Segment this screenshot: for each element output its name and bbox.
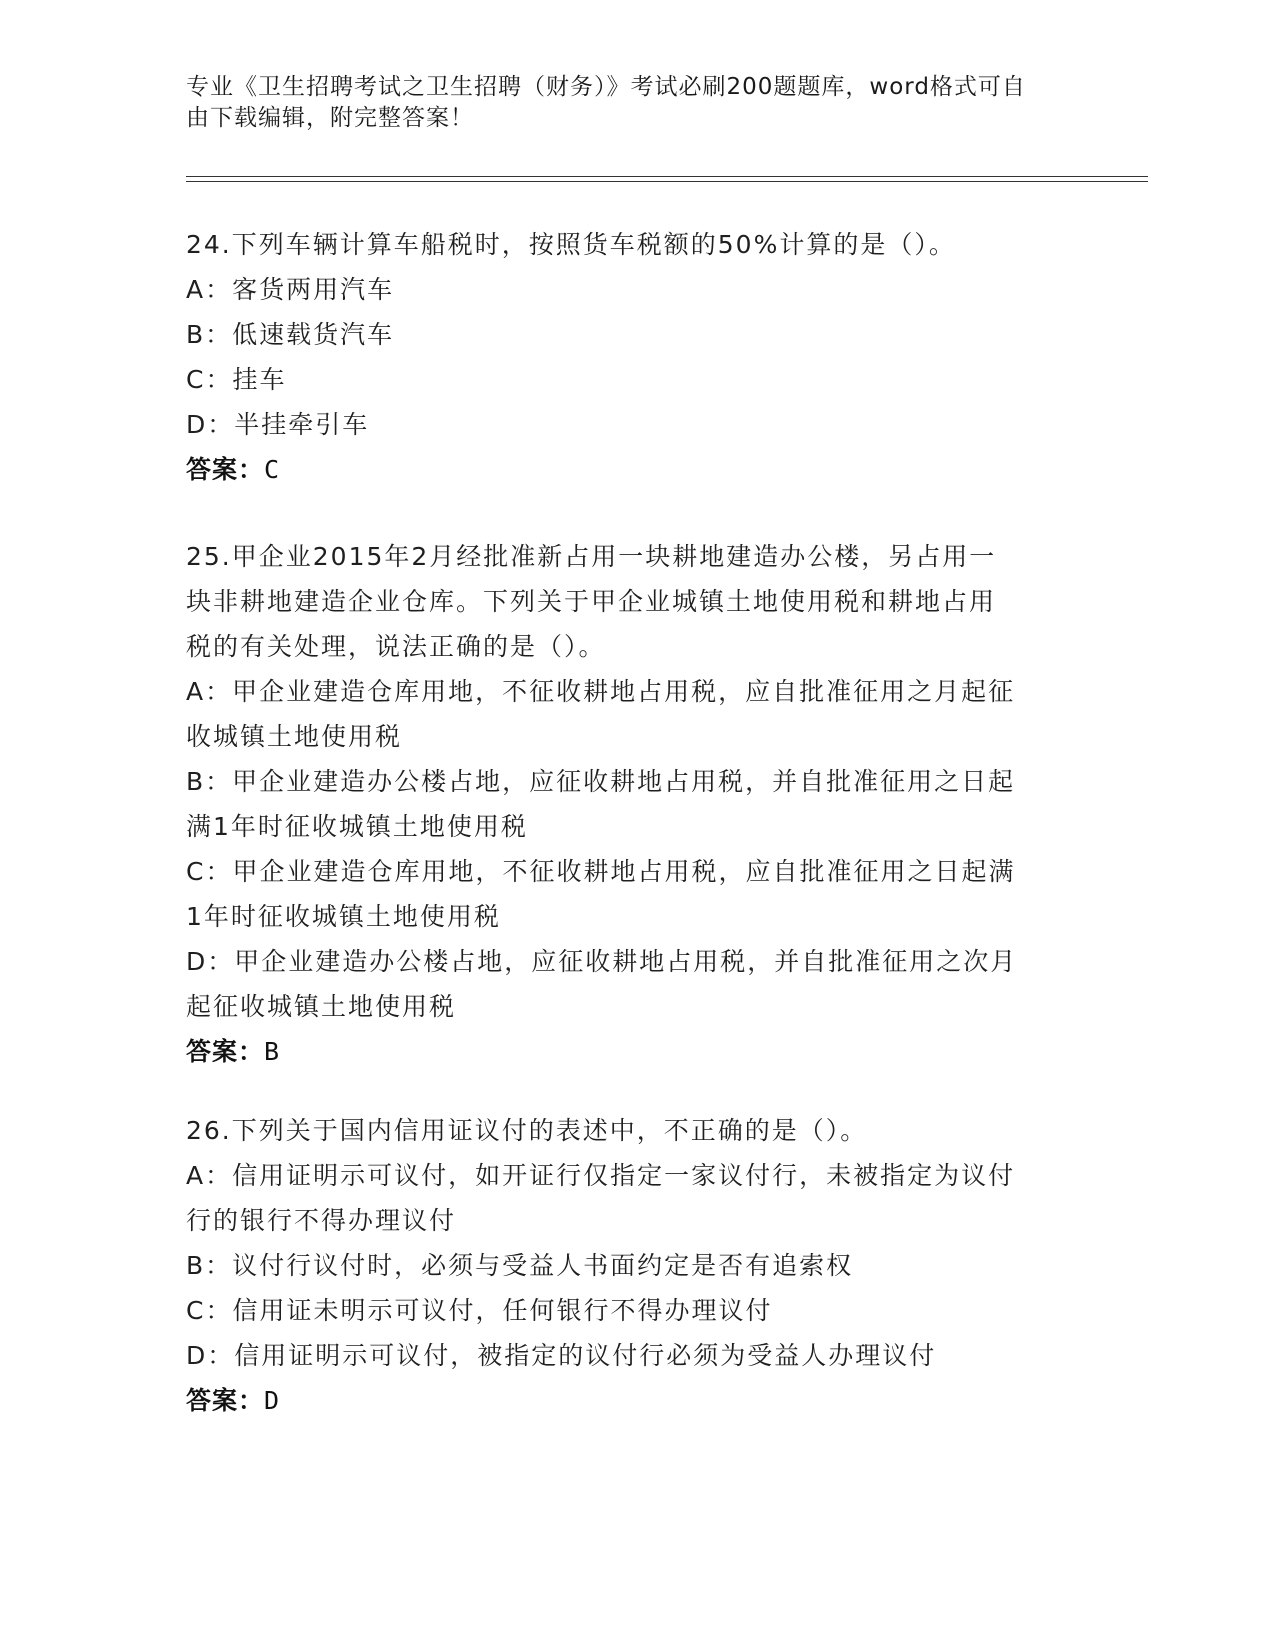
option-d: D：甲企业建造办公楼占地，应征收耕地占用税，并自批准征用之次月 [186, 947, 1018, 976]
question-26 [186, 1108, 1066, 1423]
option-a: A：甲企业建造仓库用地，不征收耕地占用税，应自批准征用之月起征 [186, 677, 1016, 706]
answer-label: 答案： [186, 1386, 265, 1415]
option-c: C：甲企业建造仓库用地，不征收耕地占用税，应自批准征用之日起满 [186, 857, 1016, 886]
answer-label: 答案： [186, 455, 265, 484]
question-stem: 块非耕地建造企业仓库。下列关于甲企业城镇土地使用税和耕地占用 [186, 587, 997, 616]
option-c-cont: 1年时征收城镇土地使用税 [186, 902, 501, 931]
header-divider [186, 181, 1148, 182]
answer-label: 答案： [186, 1037, 265, 1066]
option-b: B：议付行议付时，必须与受益人书面约定是否有追索权 [186, 1251, 854, 1280]
option-b: B：甲企业建造办公楼占地，应征收耕地占用税，并自批准征用之日起 [186, 767, 1016, 796]
option-a-cont: 行的银行不得办理议付 [186, 1206, 457, 1235]
option-d: D：半挂牵引车 [186, 410, 370, 439]
option-c: C：挂车 [186, 365, 287, 394]
option-b-cont: 满1年时征收城镇土地使用税 [186, 812, 528, 841]
option-d: D：信用证明示可议付，被指定的议付行必须为受益人办理议付 [186, 1341, 937, 1370]
answer-value: B [264, 1037, 281, 1066]
answer-value: C [264, 455, 281, 484]
answer-value: D [264, 1386, 281, 1415]
answer [186, 447, 1066, 492]
question-24 [186, 222, 1066, 492]
option-a: A：信用证明示可议付，如开证行仅指定一家议付行，未被指定为议付 [186, 1161, 1016, 1190]
option-c: C：信用证未明示可议付，任何银行不得办理议付 [186, 1296, 773, 1325]
answer [186, 1378, 1066, 1423]
question-stem: 26.下列关于国内信用证议付的表述中，不正确的是（）。 [186, 1116, 868, 1145]
intro-line: 由下载编辑，附完整答案！ [186, 105, 474, 131]
document-intro [186, 72, 1066, 134]
option-d-cont: 起征收城镇土地使用税 [186, 992, 457, 1021]
header-divider [186, 176, 1148, 177]
option-a: A：客货两用汽车 [186, 275, 395, 304]
option-b: B：低速载货汽车 [186, 320, 395, 349]
answer [186, 1029, 1066, 1074]
option-a-cont: 收城镇土地使用税 [186, 722, 403, 751]
question-stem: 税的有关处理，说法正确的是（）。 [186, 632, 606, 661]
question-25 [186, 534, 1066, 1074]
question-stem: 24.下列车辆计算车船税时，按照货车税额的50%计算的是（）。 [186, 230, 956, 259]
intro-line: 专业《卫生招聘考试之卫生招聘（财务）》考试必刷200题题库，word格式可自 [186, 74, 1026, 100]
question-stem: 25.甲企业2015年2月经批准新占用一块耕地建造办公楼，另占用一 [186, 542, 997, 571]
